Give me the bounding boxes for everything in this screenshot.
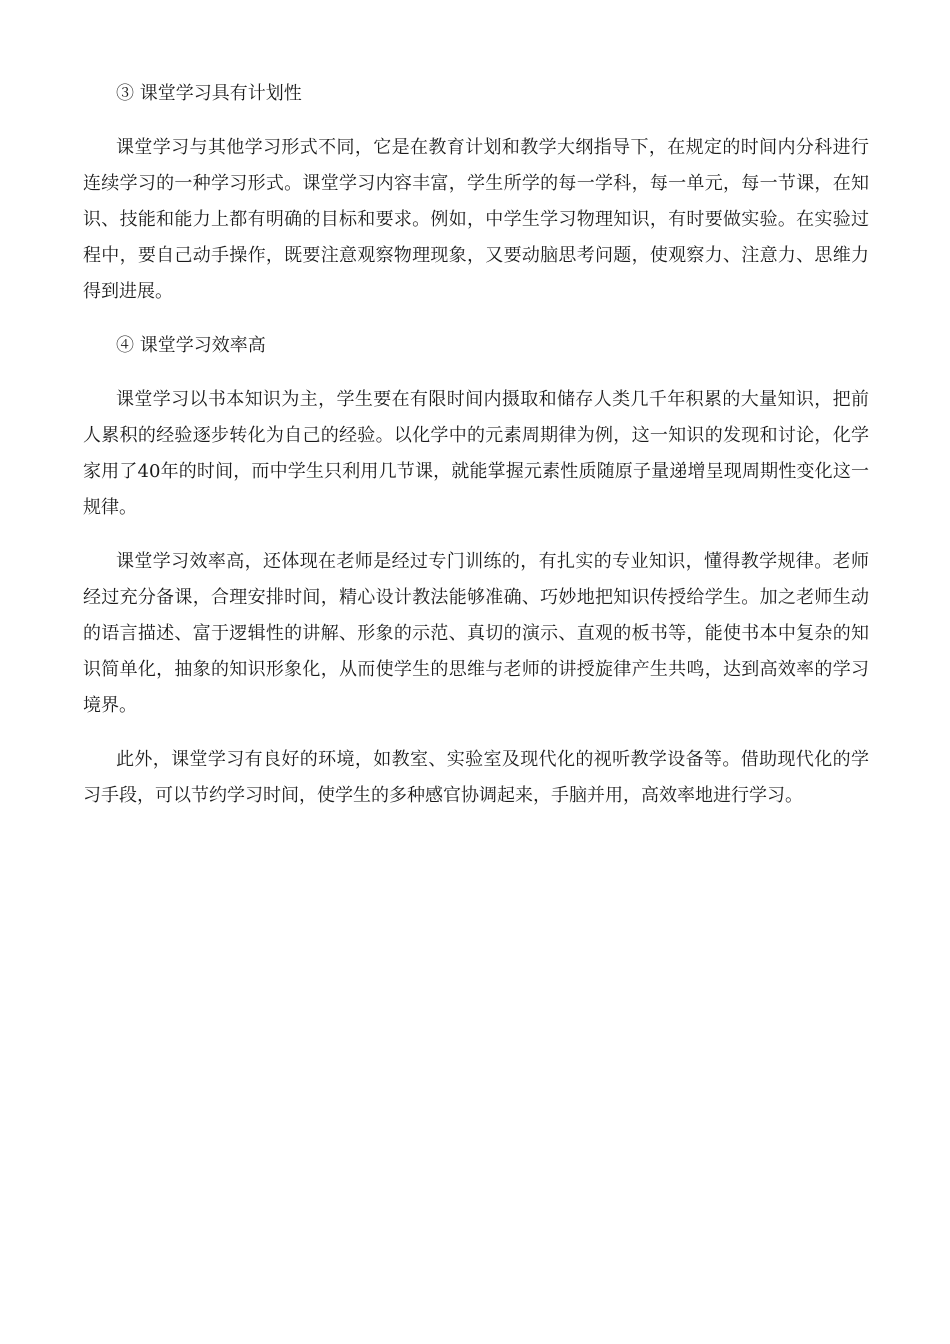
spacer [83,364,869,382]
section-heading-planned: ③ 课堂学习具有计划性 [116,83,302,104]
spacer [83,310,869,328]
paragraph-environment: 此外，课堂学习有良好的环境，如教室、实验室及现代化的视听教学设备等。借助现代化的学习手段，可以节约学习时间，使学生的多种感官协调起来，手脑并用，高效率地进行学习。 [83,749,869,806]
spacer [83,526,869,544]
spacer [83,724,869,742]
spacer [83,112,869,130]
document-body [83,76,869,814]
paragraph-planned-learning: 课堂学习与其他学习形式不同，它是在教育计划和教学大纲指导下，在规定的时间内分科进行连续学习的一种学习形式。课堂学习内容丰富，学生所学的每一学科，每一单元，每一节课，在知识、技能和能力上都有明确的目标和要求。例如，中学生学习物理知识，有时要做实验。在实验过程中，要自己动手操作，既要注意观察物理现象，又要动脑思考问题，使观察力、注意力、思维力得到进展。 [83,137,869,302]
section-heading-efficiency: ④ 课堂学习效率高 [116,335,266,356]
paragraph-teacher-training: 课堂学习效率高，还体现在老师是经过专门训练的，有扎实的专业知识，懂得教学规律。老师经过充分备课，合理安排时间，精心设计教法能够准确、巧妙地把知识传授给学生。加之老师生动的语言描述、富于逻辑性的讲解、形象的示范、真切的演示、直观的板书等，能使书本中复杂的知识简单化，抽象的知识形象化，从而使学生的思维与老师的讲授旋律产生共鸣，达到高效率的学习境界。 [83,551,869,716]
paragraph-book-knowledge: 课堂学习以书本知识为主，学生要在有限时间内摄取和储存人类几千年积累的大量知识，把前人累积的经验逐步转化为自己的经验。以化学中的元素周期律为例，这一知识的发现和讨论，化学家用了40年的时间，而中学生只利用几节课，就能掌握元素性质随原子量递增呈现周期性变化这一规律。 [83,389,869,518]
